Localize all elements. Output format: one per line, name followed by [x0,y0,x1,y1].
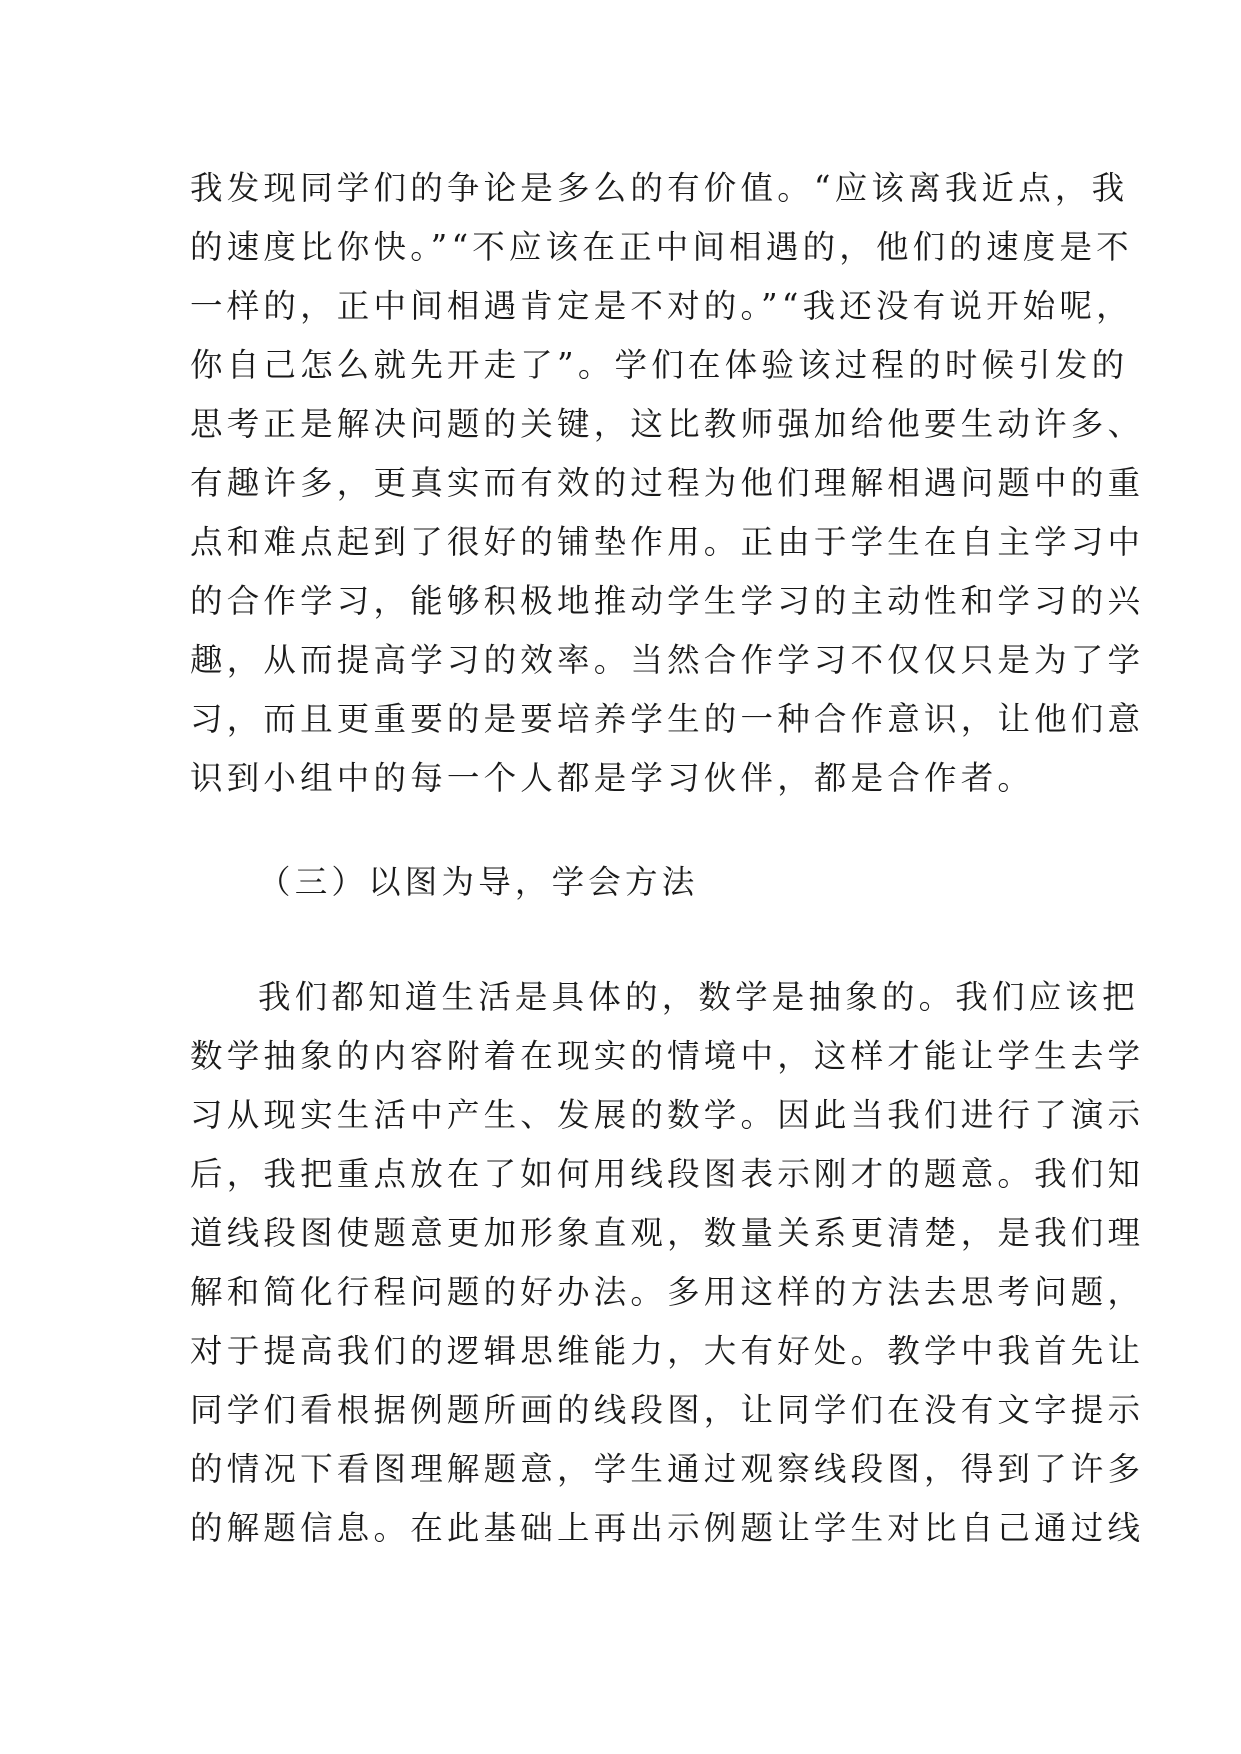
paragraph-line: 习从现实生活中产生、发展的数学。因此当我们进行了演示 [190,1096,1145,1134]
paragraph-line: 数学抽象的内容附着在现实的情境中，这样才能让学生去学 [190,1037,1145,1075]
paragraph-line: 的解题信息。在此基础上再出示例题让学生对比自己通过线 [190,1509,1145,1547]
paragraph-line: 趣，从而提高学习的效率。当然合作学习不仅仅只是为了学 [190,641,1145,679]
paragraph-line: 对于提高我们的逻辑思维能力，大有好处。教学中我首先让 [190,1332,1145,1370]
paragraph-line: 的情况下看图理解题意，学生通过观察线段图，得到了许多 [190,1450,1145,1488]
paragraph-line: 一样的，正中间相遇肯定是不对的。”“我还没有说开始呢， [190,287,1133,325]
paragraph-line: 解和简化行程问题的好办法。多用这样的方法去思考问题， [190,1273,1145,1311]
paragraph-line-diagram-method [190,968,1145,1558]
paragraph-line: 你自己怎么就先开走了”。学们在体验该过程的时候引发的 [190,346,1129,384]
paragraph-line: 习，而且更重要的是要培养学生的一种合作意识，让他们意 [190,700,1145,738]
paragraph-line: 同学们看根据例题所画的线段图，让同学们在没有文字提示 [190,1391,1145,1429]
paragraph-line: 点和难点起到了很好的铺垫作用。正由于学生在自主学习中 [190,523,1145,561]
paragraph-cooperative-learning [190,159,1145,808]
paragraph-line: 有趣许多，更真实而有效的过程为他们理解相遇问题中的重 [190,464,1145,502]
paragraph-line: 识到小组中的每一个人都是学习伙伴，都是合作者。 [190,759,1035,797]
paragraph-line: 道线段图使题意更加形象直观，数量关系更清楚，是我们理 [190,1214,1145,1252]
section-heading [190,853,1055,912]
paragraph-line: 的合作学习，能够积极地推动学生学习的主动性和学习的兴 [190,582,1145,620]
paragraph-line: 的速度比你快。”“不应该在正中间相遇的，他们的速度是不 [190,228,1133,266]
paragraph-line: 我们都知道生活是具体的，数学是抽象的。我们应该把 [258,978,1139,1016]
paragraph-line: 我发现同学们的争论是多么的有价值。“应该离我近点，我 [190,169,1129,207]
paragraph-line: 后，我把重点放在了如何用线段图表示刚才的题意。我们知 [190,1155,1145,1193]
paragraph-line: 思考正是解决问题的关键，这比教师强加给他要生动许多、 [190,405,1145,443]
section-heading-text: （三）以图为导，学会方法 [258,863,699,901]
